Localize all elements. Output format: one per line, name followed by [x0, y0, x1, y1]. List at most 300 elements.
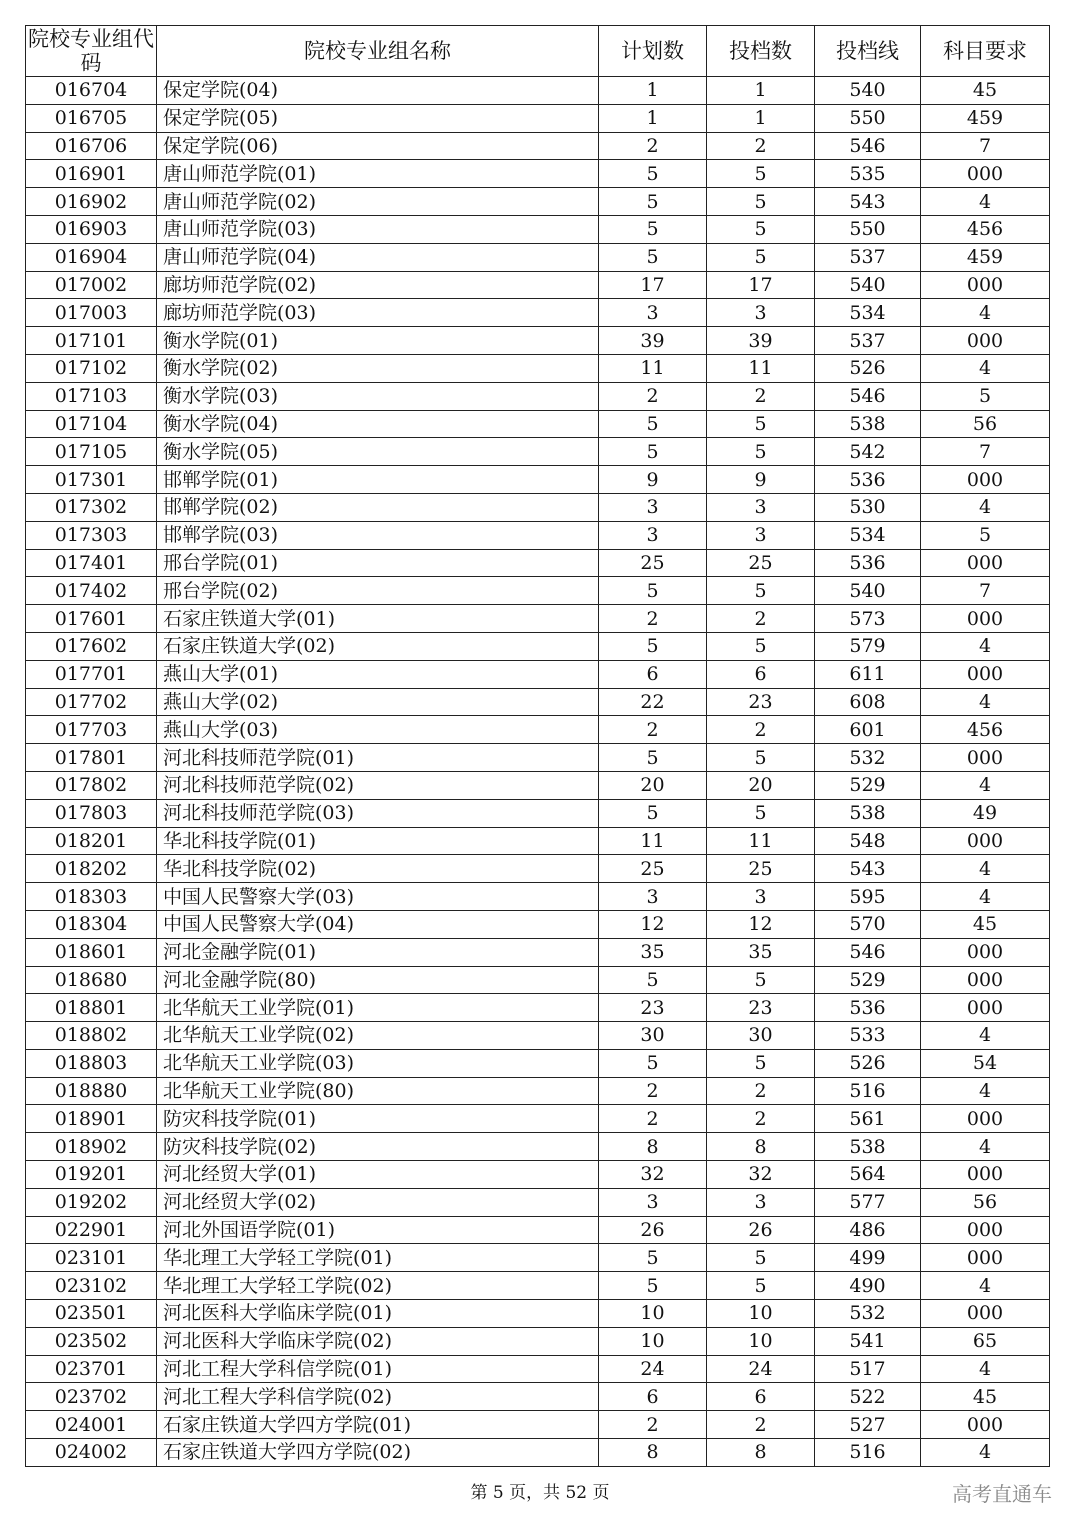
group-code-cell: 022901	[26, 1216, 157, 1244]
cutoff-score-cell: 546	[815, 132, 921, 160]
admitted-count-cell: 5	[707, 1272, 815, 1300]
group-name-cell: 河北外国语学院(01)	[157, 1216, 599, 1244]
group-code-cell: 016903	[26, 215, 157, 243]
admitted-count-cell: 11	[707, 827, 815, 855]
admitted-count-cell: 1	[707, 104, 815, 132]
table-row	[26, 1077, 1050, 1105]
group-code-cell: 018880	[26, 1077, 157, 1105]
group-name-cell: 邯郸学院(02)	[157, 493, 599, 521]
plan-count-cell: 5	[599, 966, 707, 994]
table-row	[26, 688, 1050, 716]
header-group-code: 院校专业组代码	[26, 26, 157, 77]
group-name-cell: 邢台学院(01)	[157, 549, 599, 577]
subject-requirement-cell: 000	[921, 994, 1050, 1022]
group-code-cell: 017104	[26, 410, 157, 438]
cutoff-score-cell: 530	[815, 493, 921, 521]
table-row	[26, 1188, 1050, 1216]
group-name-cell: 河北经贸大学(02)	[157, 1188, 599, 1216]
watermark: 高考直通车	[952, 1482, 1052, 1506]
plan-count-cell: 10	[599, 1327, 707, 1355]
admitted-count-cell: 2	[707, 1411, 815, 1439]
plan-count-cell: 39	[599, 327, 707, 355]
group-name-cell: 河北金融学院(01)	[157, 938, 599, 966]
group-code-cell: 018901	[26, 1105, 157, 1133]
group-name-cell: 北华航天工业学院(03)	[157, 1049, 599, 1077]
table-body	[26, 77, 1050, 1467]
cutoff-score-cell: 517	[815, 1355, 921, 1383]
subject-requirement-cell: 7	[921, 438, 1050, 466]
cutoff-score-cell: 546	[815, 382, 921, 410]
cutoff-score-cell: 550	[815, 104, 921, 132]
group-code-cell: 016705	[26, 104, 157, 132]
group-code-cell: 016704	[26, 77, 157, 105]
group-name-cell: 华北科技学院(02)	[157, 855, 599, 883]
plan-count-cell: 2	[599, 132, 707, 160]
cutoff-score-cell: 529	[815, 771, 921, 799]
table-row	[26, 910, 1050, 938]
admitted-count-cell: 10	[707, 1327, 815, 1355]
group-code-cell: 017802	[26, 771, 157, 799]
cutoff-score-cell: 570	[815, 910, 921, 938]
group-code-cell: 018201	[26, 827, 157, 855]
subject-requirement-cell: 000	[921, 938, 1050, 966]
table-row	[26, 632, 1050, 660]
admitted-count-cell: 8	[707, 1133, 815, 1161]
cutoff-score-cell: 550	[815, 215, 921, 243]
cutoff-score-cell: 536	[815, 466, 921, 494]
plan-count-cell: 3	[599, 883, 707, 911]
admitted-count-cell: 5	[707, 1049, 815, 1077]
table-row	[26, 1133, 1050, 1161]
table-row	[26, 132, 1050, 160]
table-row	[26, 1411, 1050, 1439]
group-code-cell: 017002	[26, 271, 157, 299]
group-code-cell: 017302	[26, 493, 157, 521]
table-row	[26, 827, 1050, 855]
group-name-cell: 华北科技学院(01)	[157, 827, 599, 855]
table-row	[26, 744, 1050, 772]
group-name-cell: 石家庄铁道大学(02)	[157, 632, 599, 660]
plan-count-cell: 5	[599, 799, 707, 827]
plan-count-cell: 25	[599, 855, 707, 883]
plan-count-cell: 2	[599, 605, 707, 633]
admitted-count-cell: 23	[707, 994, 815, 1022]
admitted-count-cell: 3	[707, 521, 815, 549]
table-row	[26, 883, 1050, 911]
subject-requirement-cell: 000	[921, 549, 1050, 577]
plan-count-cell: 5	[599, 215, 707, 243]
admitted-count-cell: 2	[707, 382, 815, 410]
admitted-count-cell: 17	[707, 271, 815, 299]
group-name-cell: 燕山大学(01)	[157, 660, 599, 688]
plan-count-cell: 32	[599, 1161, 707, 1189]
group-name-cell: 河北科技师范学院(02)	[157, 771, 599, 799]
admitted-count-cell: 6	[707, 1383, 815, 1411]
subject-requirement-cell: 4	[921, 354, 1050, 382]
group-code-cell: 023701	[26, 1355, 157, 1383]
group-code-cell: 023101	[26, 1244, 157, 1272]
admitted-count-cell: 20	[707, 771, 815, 799]
subject-requirement-cell: 4	[921, 1355, 1050, 1383]
table-row	[26, 771, 1050, 799]
group-code-cell: 023702	[26, 1383, 157, 1411]
cutoff-score-cell: 540	[815, 77, 921, 105]
group-name-cell: 河北科技师范学院(03)	[157, 799, 599, 827]
cutoff-score-cell: 595	[815, 883, 921, 911]
group-code-cell: 017103	[26, 382, 157, 410]
admitted-count-cell: 3	[707, 883, 815, 911]
plan-count-cell: 5	[599, 632, 707, 660]
table-row	[26, 1244, 1050, 1272]
group-name-cell: 华北理工大学轻工学院(02)	[157, 1272, 599, 1300]
table-row	[26, 299, 1050, 327]
group-code-cell: 023502	[26, 1327, 157, 1355]
subject-requirement-cell: 4	[921, 1022, 1050, 1050]
cutoff-score-cell: 538	[815, 1133, 921, 1161]
subject-requirement-cell: 4	[921, 855, 1050, 883]
admitted-count-cell: 5	[707, 438, 815, 466]
subject-requirement-cell: 000	[921, 744, 1050, 772]
plan-count-cell: 2	[599, 382, 707, 410]
cutoff-score-cell: 540	[815, 577, 921, 605]
group-name-cell: 保定学院(04)	[157, 77, 599, 105]
cutoff-score-cell: 543	[815, 855, 921, 883]
table-row	[26, 1300, 1050, 1328]
subject-requirement-cell: 000	[921, 660, 1050, 688]
admitted-count-cell: 5	[707, 188, 815, 216]
subject-requirement-cell: 000	[921, 827, 1050, 855]
plan-count-cell: 3	[599, 521, 707, 549]
group-name-cell: 衡水学院(04)	[157, 410, 599, 438]
subject-requirement-cell: 4	[921, 1077, 1050, 1105]
cutoff-score-cell: 526	[815, 354, 921, 382]
header-subject-requirement: 科目要求	[921, 26, 1050, 77]
plan-count-cell: 6	[599, 1383, 707, 1411]
group-name-cell: 北华航天工业学院(02)	[157, 1022, 599, 1050]
group-name-cell: 衡水学院(03)	[157, 382, 599, 410]
group-name-cell: 保定学院(06)	[157, 132, 599, 160]
subject-requirement-cell: 4	[921, 188, 1050, 216]
group-code-cell: 017801	[26, 744, 157, 772]
group-name-cell: 石家庄铁道大学(01)	[157, 605, 599, 633]
table-row	[26, 188, 1050, 216]
group-code-cell: 018680	[26, 966, 157, 994]
group-code-cell: 016706	[26, 132, 157, 160]
plan-count-cell: 3	[599, 299, 707, 327]
group-name-cell: 衡水学院(02)	[157, 354, 599, 382]
header-group-name: 院校专业组名称	[157, 26, 599, 77]
page-footer	[0, 1478, 1080, 1506]
table-row	[26, 1439, 1050, 1467]
admitted-count-cell: 25	[707, 855, 815, 883]
plan-count-cell: 2	[599, 716, 707, 744]
subject-requirement-cell: 56	[921, 410, 1050, 438]
cutoff-score-cell: 538	[815, 410, 921, 438]
admitted-count-cell: 3	[707, 493, 815, 521]
subject-requirement-cell: 4	[921, 771, 1050, 799]
subject-requirement-cell: 4	[921, 632, 1050, 660]
table-row	[26, 243, 1050, 271]
cutoff-score-cell: 538	[815, 799, 921, 827]
table-row	[26, 966, 1050, 994]
cutoff-score-cell: 536	[815, 549, 921, 577]
group-code-cell: 017803	[26, 799, 157, 827]
subject-requirement-cell: 65	[921, 1327, 1050, 1355]
admitted-count-cell: 5	[707, 410, 815, 438]
table-row	[26, 271, 1050, 299]
plan-count-cell: 5	[599, 438, 707, 466]
table-row	[26, 410, 1050, 438]
group-name-cell: 北华航天工业学院(80)	[157, 1077, 599, 1105]
cutoff-score-cell: 516	[815, 1439, 921, 1467]
plan-count-cell: 5	[599, 1049, 707, 1077]
group-name-cell: 河北工程大学科信学院(01)	[157, 1355, 599, 1383]
table-row	[26, 1355, 1050, 1383]
group-name-cell: 河北科技师范学院(01)	[157, 744, 599, 772]
admitted-count-cell: 6	[707, 660, 815, 688]
plan-count-cell: 24	[599, 1355, 707, 1383]
group-code-cell: 018304	[26, 910, 157, 938]
subject-requirement-cell: 000	[921, 966, 1050, 994]
subject-requirement-cell: 45	[921, 77, 1050, 105]
cutoff-score-cell: 526	[815, 1049, 921, 1077]
admitted-count-cell: 32	[707, 1161, 815, 1189]
group-name-cell: 唐山师范学院(03)	[157, 215, 599, 243]
table-row	[26, 994, 1050, 1022]
group-code-cell: 018802	[26, 1022, 157, 1050]
plan-count-cell: 11	[599, 827, 707, 855]
subject-requirement-cell: 4	[921, 883, 1050, 911]
plan-count-cell: 11	[599, 354, 707, 382]
cutoff-score-cell: 534	[815, 299, 921, 327]
cutoff-score-cell: 486	[815, 1216, 921, 1244]
subject-requirement-cell: 459	[921, 104, 1050, 132]
subject-requirement-cell: 000	[921, 1161, 1050, 1189]
admitted-count-cell: 1	[707, 77, 815, 105]
cutoff-score-cell: 516	[815, 1077, 921, 1105]
header-cutoff-score: 投档线	[815, 26, 921, 77]
cutoff-score-cell: 532	[815, 1300, 921, 1328]
table-row	[26, 382, 1050, 410]
cutoff-score-cell: 490	[815, 1272, 921, 1300]
group-code-cell: 016904	[26, 243, 157, 271]
admitted-count-cell: 5	[707, 160, 815, 188]
table-row	[26, 938, 1050, 966]
cutoff-score-cell: 537	[815, 327, 921, 355]
group-code-cell: 018803	[26, 1049, 157, 1077]
group-name-cell: 防灾科技学院(01)	[157, 1105, 599, 1133]
plan-count-cell: 23	[599, 994, 707, 1022]
admitted-count-cell: 10	[707, 1300, 815, 1328]
group-name-cell: 河北医科大学临床学院(02)	[157, 1327, 599, 1355]
admitted-count-cell: 5	[707, 577, 815, 605]
table-row	[26, 160, 1050, 188]
cutoff-score-cell: 499	[815, 1244, 921, 1272]
header-admitted-count: 投档数	[707, 26, 815, 77]
subject-requirement-cell: 000	[921, 466, 1050, 494]
table-row	[26, 104, 1050, 132]
admitted-count-cell: 9	[707, 466, 815, 494]
table-row	[26, 1049, 1050, 1077]
cutoff-score-cell: 546	[815, 938, 921, 966]
subject-requirement-cell: 456	[921, 716, 1050, 744]
group-name-cell: 邯郸学院(01)	[157, 466, 599, 494]
admitted-count-cell: 5	[707, 1244, 815, 1272]
group-name-cell: 邢台学院(02)	[157, 577, 599, 605]
cutoff-score-cell: 608	[815, 688, 921, 716]
table-row	[26, 493, 1050, 521]
plan-count-cell: 1	[599, 104, 707, 132]
subject-requirement-cell: 45	[921, 1383, 1050, 1411]
plan-count-cell: 20	[599, 771, 707, 799]
table-row	[26, 1327, 1050, 1355]
group-code-cell: 018202	[26, 855, 157, 883]
group-code-cell: 023102	[26, 1272, 157, 1300]
admitted-count-cell: 3	[707, 299, 815, 327]
subject-requirement-cell: 000	[921, 1300, 1050, 1328]
plan-count-cell: 2	[599, 1411, 707, 1439]
plan-count-cell: 6	[599, 660, 707, 688]
group-name-cell: 唐山师范学院(01)	[157, 160, 599, 188]
group-name-cell: 邯郸学院(03)	[157, 521, 599, 549]
admitted-count-cell: 2	[707, 716, 815, 744]
group-name-cell: 保定学院(05)	[157, 104, 599, 132]
cutoff-score-cell: 529	[815, 966, 921, 994]
subject-requirement-cell: 4	[921, 493, 1050, 521]
group-name-cell: 廊坊师范学院(02)	[157, 271, 599, 299]
group-name-cell: 河北经贸大学(01)	[157, 1161, 599, 1189]
cutoff-score-cell: 533	[815, 1022, 921, 1050]
plan-count-cell: 12	[599, 910, 707, 938]
subject-requirement-cell: 4	[921, 1439, 1050, 1467]
table-row	[26, 1383, 1050, 1411]
cutoff-score-cell: 543	[815, 188, 921, 216]
table-row	[26, 716, 1050, 744]
group-code-cell: 017703	[26, 716, 157, 744]
admitted-count-cell: 5	[707, 215, 815, 243]
admitted-count-cell: 11	[707, 354, 815, 382]
group-code-cell: 017702	[26, 688, 157, 716]
group-code-cell: 018601	[26, 938, 157, 966]
group-name-cell: 华北理工大学轻工学院(01)	[157, 1244, 599, 1272]
group-code-cell: 017602	[26, 632, 157, 660]
cutoff-score-cell: 537	[815, 243, 921, 271]
subject-requirement-cell: 5	[921, 521, 1050, 549]
subject-requirement-cell: 4	[921, 1133, 1050, 1161]
group-code-cell: 017401	[26, 549, 157, 577]
group-code-cell: 017701	[26, 660, 157, 688]
subject-requirement-cell: 000	[921, 160, 1050, 188]
table-row	[26, 77, 1050, 105]
admitted-count-cell: 24	[707, 1355, 815, 1383]
cutoff-score-cell: 527	[815, 1411, 921, 1439]
cutoff-score-cell: 536	[815, 994, 921, 1022]
cutoff-score-cell: 532	[815, 744, 921, 772]
table-row	[26, 577, 1050, 605]
subject-requirement-cell: 459	[921, 243, 1050, 271]
plan-count-cell: 5	[599, 243, 707, 271]
table-row	[26, 605, 1050, 633]
subject-requirement-cell: 7	[921, 577, 1050, 605]
admitted-count-cell: 26	[707, 1216, 815, 1244]
table-row	[26, 521, 1050, 549]
admitted-count-cell: 23	[707, 688, 815, 716]
admitted-count-cell: 2	[707, 132, 815, 160]
plan-count-cell: 5	[599, 160, 707, 188]
table-row	[26, 438, 1050, 466]
table-row	[26, 1216, 1050, 1244]
plan-count-cell: 26	[599, 1216, 707, 1244]
group-name-cell: 衡水学院(05)	[157, 438, 599, 466]
subject-requirement-cell: 000	[921, 605, 1050, 633]
table-row	[26, 855, 1050, 883]
group-code-cell: 016902	[26, 188, 157, 216]
subject-requirement-cell: 45	[921, 910, 1050, 938]
group-name-cell: 河北医科大学临床学院(01)	[157, 1300, 599, 1328]
group-name-cell: 石家庄铁道大学四方学院(02)	[157, 1439, 599, 1467]
group-name-cell: 北华航天工业学院(01)	[157, 994, 599, 1022]
plan-count-cell: 17	[599, 271, 707, 299]
admitted-count-cell: 5	[707, 966, 815, 994]
table-row	[26, 1022, 1050, 1050]
group-code-cell: 017105	[26, 438, 157, 466]
cutoff-score-cell: 548	[815, 827, 921, 855]
admitted-count-cell: 25	[707, 549, 815, 577]
group-code-cell: 017102	[26, 354, 157, 382]
plan-count-cell: 22	[599, 688, 707, 716]
table-row	[26, 215, 1050, 243]
plan-count-cell: 5	[599, 1244, 707, 1272]
group-code-cell: 018902	[26, 1133, 157, 1161]
plan-count-cell: 3	[599, 1188, 707, 1216]
group-code-cell: 017301	[26, 466, 157, 494]
group-code-cell: 023501	[26, 1300, 157, 1328]
admitted-count-cell: 3	[707, 1188, 815, 1216]
plan-count-cell: 10	[599, 1300, 707, 1328]
table-row	[26, 327, 1050, 355]
admitted-count-cell: 8	[707, 1439, 815, 1467]
group-code-cell: 024001	[26, 1411, 157, 1439]
table-header-row	[26, 26, 1050, 77]
group-name-cell: 河北工程大学科信学院(02)	[157, 1383, 599, 1411]
cutoff-score-cell: 577	[815, 1188, 921, 1216]
table-row	[26, 799, 1050, 827]
group-name-cell: 石家庄铁道大学四方学院(01)	[157, 1411, 599, 1439]
plan-count-cell: 25	[599, 549, 707, 577]
plan-count-cell: 2	[599, 1077, 707, 1105]
group-code-cell: 017101	[26, 327, 157, 355]
plan-count-cell: 1	[599, 77, 707, 105]
cutoff-score-cell: 540	[815, 271, 921, 299]
cutoff-score-cell: 611	[815, 660, 921, 688]
cutoff-score-cell: 564	[815, 1161, 921, 1189]
admitted-count-cell: 35	[707, 938, 815, 966]
admitted-count-cell: 2	[707, 605, 815, 633]
group-code-cell: 019202	[26, 1188, 157, 1216]
cutoff-score-cell: 534	[815, 521, 921, 549]
group-code-cell: 019201	[26, 1161, 157, 1189]
cutoff-score-cell: 601	[815, 716, 921, 744]
cutoff-score-cell: 561	[815, 1105, 921, 1133]
subject-requirement-cell: 5	[921, 382, 1050, 410]
table-row	[26, 549, 1050, 577]
header-plan-count: 计划数	[599, 26, 707, 77]
cutoff-score-cell: 542	[815, 438, 921, 466]
subject-requirement-cell: 000	[921, 1411, 1050, 1439]
cutoff-score-cell: 535	[815, 160, 921, 188]
group-code-cell: 018801	[26, 994, 157, 1022]
plan-count-cell: 35	[599, 938, 707, 966]
